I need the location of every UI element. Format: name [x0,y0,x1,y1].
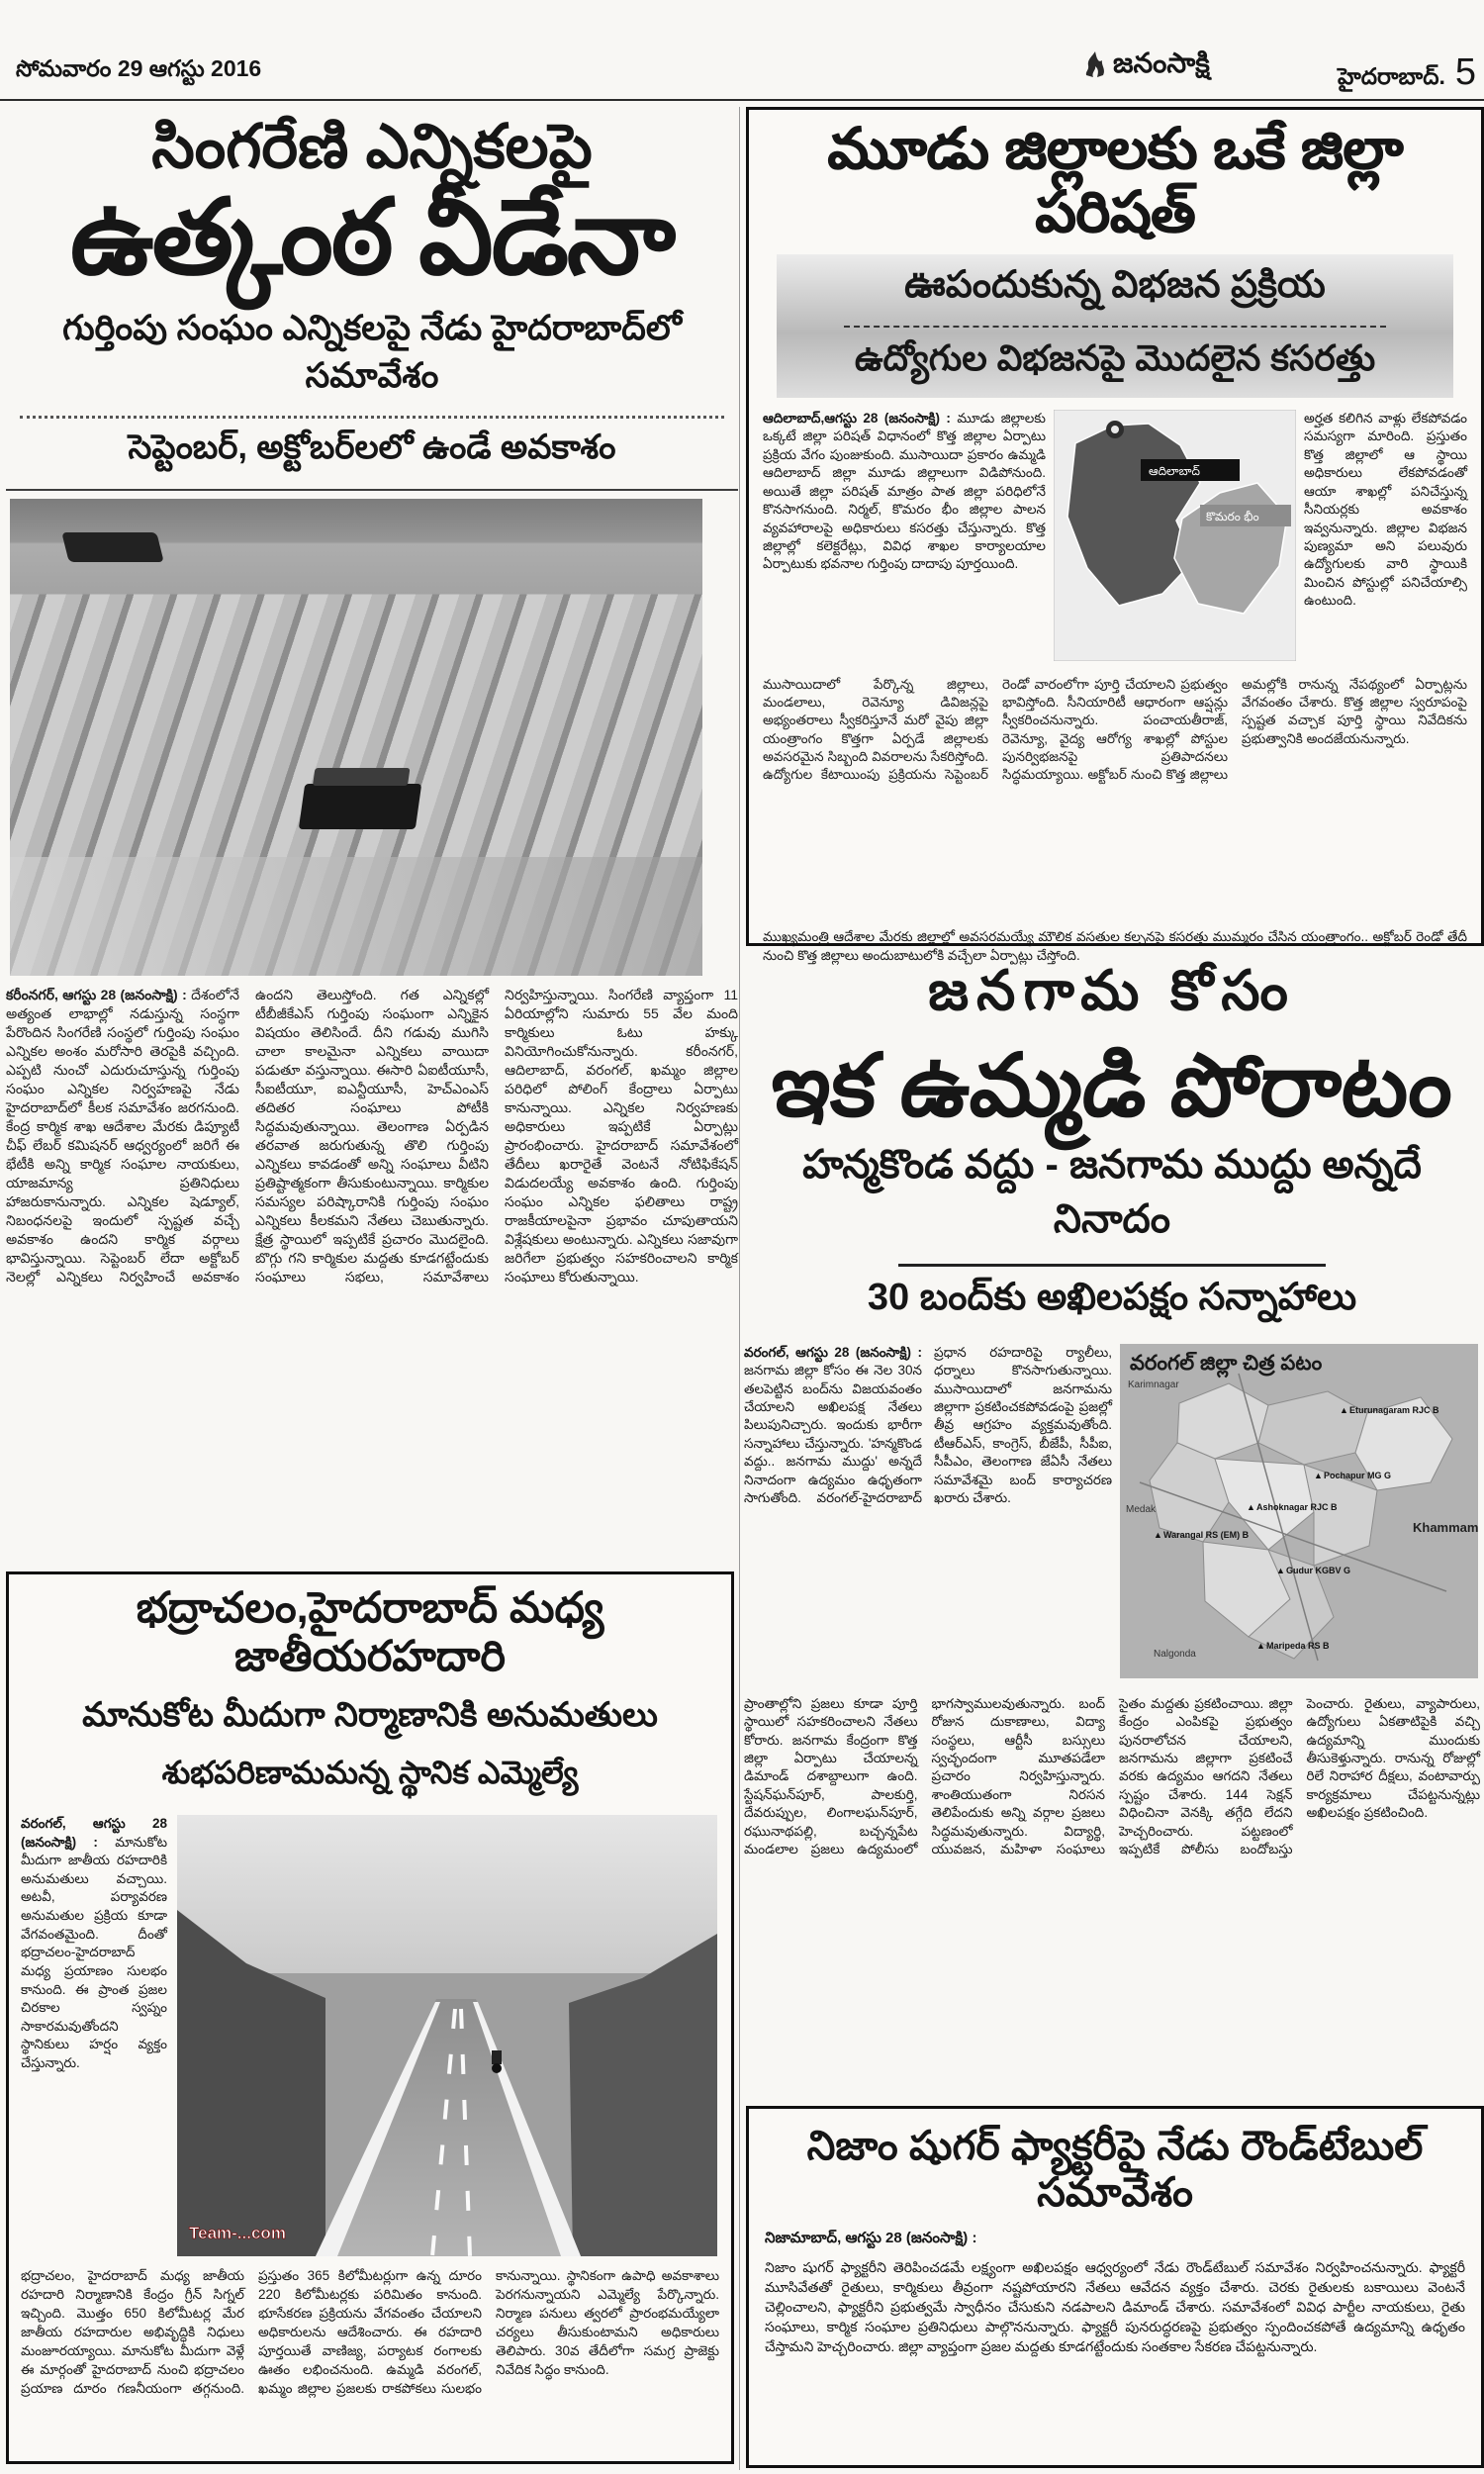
article-singareni [6,107,738,1579]
map-label-right: కొమరం భీం [1206,509,1259,523]
header-rule [0,99,1484,101]
highway-dateline: వరంగల్, ఆగస్టు 28 (జనంసాక్షి) : [21,1815,167,1850]
singareni-subhead-2: సెప్టెంబర్, అక్టోబర్‌లలో ఉండే అవకాశం [128,428,616,466]
highway-road-photo [177,1815,717,2256]
masthead [1083,48,1210,86]
edition-block [1338,51,1476,96]
map-marker-icon: ▲ [1247,1501,1255,1512]
map-marker-icon: ▲ [1340,1404,1348,1415]
singareni-body-col3: సింగరేణి వ్యాప్తంగా 11 ఏరియాల్లోని సుమారు 55 వేల మంది కార్మికులు ఓటు హక్కు వినియోగించుకోనున్నారు. కరీంనగర్, ఆదిలాబాద్, వరంగల్, ఖమ్మం జిల్లాల పరిధిలో పోలింగ్ కేంద్రాలు ఏర్పాటు కానున్నాయి. ఎన్నికల నిర్వహణకు అధికారులు ఇప్పటికే ఏర్పాట్లు ప్రారంభించారు. హైదరాబాద్ సమావేశంలో తేదీలు ఖరారైతే వెంటనే నోటిఫికేషన్ విడుదలయ్యే అవకాశం ఉంది. గుర్తింపు సంఘం ఎన్నికల ఫలితాలు రాష్ట్ర రాజకీయాలపైనా ప్రభావం చూపుతాయని విశ్లేషకులు అంటున్నారు. ఎన్నికలు సజావుగా జరిగేలా ప్రభుత్వం సహకరించాలని కార్మిక సంఘాలు కోరుతున్నాయి. [505,986,738,1285]
janagama-subhead-2: 30 బంద్‌కు అఖిలపక్షం సన్నాహాలు [867,1276,1357,1318]
article-nizam-box [746,2106,1484,2468]
page-date: సోమవారం 29 ఆగస్టు 2016 [16,55,262,81]
janagama-dateline: వరంగల్, ఆగస్టు 28 (జనంసాక్షి) : [744,1344,922,1360]
nizam-body [765,2258,1465,2356]
parishad-subhead-panel [777,254,1453,398]
map-marker-icon: ▲ [1154,1529,1162,1540]
singareni-body [6,986,738,1579]
parishad-body-columns [763,676,1467,921]
map-marker-icon: ▲ [1276,1565,1285,1575]
parishad-body-col1: మూడు జిల్లాలకు ఒక్కటే జిల్లా పరిషత్ విధానంలో కొత్త జిల్లాల ఏర్పాటు ప్రక్రియ వేగం పుంజుకుంది. ముసాయిదా ప్రకారం ఉమ్మడి ఆదిలాబాద్ జిల్లా మూడు జిల్లాలుగా విడిపోనుంది. అయితే జిల్లా పరిషత్ మాత్రం పాత జిల్లా పరిధిలోనే కొనసాగనుంది. నిర్మల్, కొమరం భీం జిల్లాల పాలన వ్యవహారాలపై అధికారులు కసరత్తు చేస్తున్నారు. కొత్త జిల్లాల్లో కలెక్టరేట్లు, వివిధ శాఖల కార్యాలయాల ఏర్పాటుకు భవనాల గుర్తింపు దాదాపు పూర్తయింది. [763,410,1046,572]
singareni-dateline: కరీంనగర్, ఆగస్టు 28 (జనంసాక్షి) : [6,986,192,1002]
motorcyclist [492,2050,502,2073]
singareni-headline: ఉత్కంఠ వీడేనా [69,179,675,297]
article-highway-box [6,1571,734,2464]
highway-side-column [21,1815,167,2256]
parishad-column-1 [763,410,1046,666]
map-label-chip-right [1200,505,1291,526]
nizam-body-text: నిజాం షుగర్ ఫ్యాక్టరీని తెరిపించడమే లక్ష్యంగా అఖిలపక్షం ఆధ్వర్యంలో నేడు రౌండ్‌టేబుల్ సమావేశం నిర్వహించనున్నారు. ఫ్యాక్టరీ మూసివేతతో రైతులు, కార్మికులు తీవ్రంగా నష్టపోయారని నేతలు ఆవేదన వ్యక్తం చేశారు. చెరకు రైతులకు బకాయిలు వెంటనే చెల్లించాలని, ఫ్యాక్టరీని ప్రభుత్వమే స్వాధీనం చేసుకుని నడపాలని డిమాండ్ చేశారు. సమావేశంలో వివిధ పార్టీల నాయకులు, రైతు సంఘాలు, కార్మిక సంఘాల ప్రతినిధులు పాల్గొననున్నారు. ఫ్యాక్టరీ పునరుద్ధరణపై ప్రభుత్వం స్పందించకపోతే ఉద్యమాన్ని ఉధృతం చేస్తామని హెచ్చరించారు. జిల్లా వ్యాప్తంగా ప్రజల మద్దతు కూడగట్టేందుకు సంతకాల సేకరణ చేపట్టనున్నారు. [765,2259,1465,2354]
map-station-label: Eturunagaram RJC B [1349,1404,1439,1415]
page-number: 5 [1454,51,1476,93]
center-column-divider [739,107,740,2470]
highway-body-col1: మానుకోట మీదుగా జాతీయ రహదారికి అనుమతులు వచ్చాయి. అటవీ, పర్యావరణ అనుమతుల ప్రక్రియ కూడా వేగవంతమైంది. దీంతో భద్రాచలం-హైదరాబాద్ మధ్య ప్రయాణం సులభం కానుంది. ఈ ప్రాంత ప్రజల చిరకాల స్వప్నం సాకారమవుతోందని స్థానికులు హర్షం వ్యక్తం చేస్తున్నారు. [21,1834,167,2070]
article-janagama [744,948,1480,2160]
thin-divider [6,489,738,491]
map-label-chip-left [1141,459,1240,481]
dashed-divider [844,326,1386,328]
nizam-headline: నిజాం షుగర్ ఫ్యాక్టరీపై నేడు రౌండ్‌టేబుల్ సమావేశం [806,2123,1424,2216]
highway-subhead-2: శుభపరిణామమన్న స్థానిక ఎమ్మెల్యే [161,1754,579,1790]
map-marker-icon: ▲ [1256,1640,1265,1651]
parishad-body-col3: అర్హత కలిగిన వాళ్లు లేకపోవడం సమస్యగా మారింది. ప్రస్తుతం కొత్త జిల్లాలో ఆ స్థాయి అధికారులు లేకపోవడంతో ఆయా శాఖల్లో పనిచేస్తున్న సీనియర్లకు అవకాశం ఇవ్వనున్నారు. జిల్లాల విభజన పుణ్యమా అని పలువురు ఉద్యోగులకు వారి స్థాయికి మించిన పోస్టుల్లో పనిచేయాల్సి ఉంటుంది. [1304,410,1467,609]
parishad-body-main: ముసాయిదాలో పేర్కొన్న జిల్లాలు, మండలాలు, రెవెన్యూ డివిజన్లపై అభ్యంతరాలు స్వీకరిస్తూనే మరో వైపు జిల్లా యంత్రాంగం కొత్తగా ఏర్పడే జిల్లాలకు అవసరమైన సిబ్బంది వివరాలను సేకరిస్తోంది. ఉద్యోగుల కేటాయింపు ప్రక్రియను సెప్టెంబర్ రెండో వారంలోగా పూర్తి చేయాలని ప్రభుత్వం భావిస్తోంది. సీనియారిటీ ఆధారంగా ఆప్షన్లు స్వీకరించనున్నారు. పంచాయతీరాజ్, రెవెన్యూ, వైద్య ఆరోగ్య శాఖల్లో పోస్టుల పునర్విభజనపై ప్రతిపాదనలు సిద్ధమయ్యాయి. అక్టోబర్ నుంచి కొత్త జిల్లాలు అమల్లోకి రానున్న నేపథ్యంలో ఏర్పాట్లను వేగవంతం చేశారు. కొత్త జిల్లాల స్వరూపంపై స్పష్టత వచ్చాక పూర్తి స్థాయి నివేదికను ప్రభుత్వానికి అందజేయనున్నారు. [763,676,1467,783]
parishad-dateline: ఆదిలాబాద్,ఆగస్టు 28 (జనంసాక్షి) : [763,410,958,426]
nizam-dateline-row [765,2230,1465,2250]
parishad-subhead-1: ఊపందుకున్న విభజన ప్రక్రియ [904,263,1326,306]
map-station-label: Pochapur MG G [1324,1470,1392,1480]
janagama-subhead-1: హన్మకొండ వద్దు - జనగామ ముద్దు అన్నదే నినాదం [802,1142,1422,1241]
parishad-subhead-2: ఉద్యోగుల విభజనపై మొదలైన కసరత్తు [854,336,1376,378]
map-station-label: Warangal RS (EM) B [1163,1529,1250,1540]
parishad-body-last: ముఖ్యమంత్రి ఆదేశాల మేరకు జిల్లాల్లో అవసరమయ్యే మౌలిక వసతుల కల్పనపై కసరత్తు ముమ్మరం చేసిన యంత్రాంగం.. అక్టోబర్ రెండో తేదీ నుంచి కొత్త జిల్లాలు అందుబాటులోకి వచ్చేలా ఏర్పాట్లు చేస్తోంది. [763,928,1467,963]
highway-body [21,2268,719,2474]
map-region-medak: Medak [1126,1503,1157,1515]
dump-truck-silhouette [299,784,421,829]
masthead-logo-icon [1083,50,1107,83]
map-station-label: Ashoknagar RJC B [1256,1501,1338,1512]
open-cast-mine-photo [10,499,702,976]
janagama-body-main: ప్రాంతాల్లోని ప్రజలు కూడా పూర్తి స్థాయిలో సహకరించాలని నేతలు కోరారు. జనగామ కేంద్రంగా కొత్త జిల్లా ఏర్పాటు చేయాలన్న డిమాండ్ దశాబ్దాలుగా ఉంది. స్టేషన్‌ఘన్‌పూర్, పాలకుర్తి, దేవరుప్పుల, లింగాలఘన్‌పూర్, రఘునాథపల్లి, బచ్చన్నపేట మండలాల ప్రజలు ఉద్యమంలో భాగస్వాములవుతున్నారు. బంద్ రోజున దుకాణాలు, విద్యా సంస్థలు, ఆర్టీసీ బస్సులు స్వచ్ఛందంగా మూతపడేలా ప్రచారం నిర్వహిస్తున్నారు. శాంతియుతంగా నిరసన తెలిపేందుకు అన్ని వర్గాల ప్రజలు సిద్ధమవుతున్నారు. విద్యార్థి, యువజన, మహిళా సంఘాలు సైతం మద్దతు ప్రకటించాయి. జిల్లా కేంద్రం ఎంపికపై ప్రభుత్వం పునరాలోచన చేయాలని, జనగామను జిల్లాగా ప్రకటించే వరకు ఉద్యమం ఆగదని నేతలు స్పష్టం చేశారు. 144 సెక్షన్ విధించినా వెనక్కి తగ్గేది లేదని హెచ్చరించారు. పట్టణంలో ఇప్పటికే పోలీసు బందోబస్తు పెంచారు. రైతులు, వ్యాపారులు, ఉద్యోగులు ఏకతాటిపైకి వచ్చి ఉద్యమాన్ని ముందుకు తీసుకెళ్తున్నారు. రానున్న రోజుల్లో రిలే నిరాహార దీక్షలు, వంటావార్పు కార్యక్రమాలు చేపట్టనున్నట్లు అఖిలపక్షం ప్రకటించింది. [744,1695,1480,1857]
janagama-left-columns [744,1344,1112,1678]
article-parishad-box [746,107,1484,963]
singareni-subhead-1: గుర్తింపు సంఘం ఎన్నికలపై నేడు హైదరాబాద్‌లో సమావేశం [62,308,682,395]
singareni-kicker: సింగరేణి ఎన్నికలపై [151,113,593,181]
map-station-label: Gudur KGBV G [1286,1565,1350,1575]
parishad-headline: మూడు జిల్లాలకు ఒకే జిల్లా పరిషత్ [827,117,1403,244]
highway-subhead-1: మానుకోట మీదుగా నిర్మాణానికి అనుమతులు [82,1695,658,1734]
warangal-district-map [1120,1344,1478,1683]
short-divider [898,1264,1326,1267]
highway-headline: భద్రాచలం,హైదరాబాద్ మధ్య జాతీయరహదారి [136,1584,604,1681]
janagama-body-col1: జనగామ జిల్లా కోసం ఈ నెల 30న తలపెట్టిన బంద్‌ను విజయవంతం చేయాలని అఖిలపక్ష నేతలు పిలుపునిచ్చారు. ఇందుకు భారీగా సన్నాహాలు చేస్తున్నారు. 'హన్మకొండ వద్దు.. జనగామ ముద్దు' అన్నదే నినాదంగా ఉద్యమం ఉధృతంగా సాగుతోంది. వరంగల్-హైదరాబాద్ ప్రధాన రహదారిపై ర్యాలీలు, ధర్నాలు కొనసాగుతున్నాయి. ముసాయిదాలో జనగామను జిల్లాగా ప్రకటించకపోవడంపై ప్రజల్లో తీవ్ర ఆగ్రహం వ్యక్తమవుతోంది. టీఆర్ఎస్, కాంగ్రెస్, బీజేపీ, సీపీఐ, సీపీఎం, తెలంగాణ జేఏసీ నేతలు సమావేశమై బంద్ కార్యాచరణ ఖరారు చేశారు. [744,1344,1112,1506]
dotted-divider [20,416,724,419]
janagama-headline: ఇక ఉమ్మడి పోరాటం [767,1036,1457,1134]
parishad-column-3 [1304,410,1467,666]
map-pin-center [1111,426,1119,433]
janagama-body-columns [744,1695,1480,2160]
map-region-karimnagar: Karimnagar [1128,1379,1179,1390]
janagama-kicker: జనగామ కోసం [928,959,1296,1021]
singareni-body-col1: దేశంలోనే అత్యంత లాభాల్లో నడుస్తున్న సంస్థగా పేరొందిన సింగరేణి సంస్థలో గుర్తింపు సంఘం ఎన్నికల అంశం మరోసారి తెరపైకి వచ్చింది. ఎప్పటి నుంచో ఎదురుచూస్తున్న గుర్తింపు సంఘం ఎన్నికల నిర్వహణపై నేడు హైదరాబాద్‌లో కీలక సమావేశం జరగనుంది. కేంద్ర కార్మిక శాఖ ఆదేశాల మేరకు డిప్యూటీ చీఫ్ లేబర్ కమిషనర్ ఆధ్వర్యంలో జరిగే ఈ భేటీకి అన్ని కార్మిక సంఘాల నాయకులు, యాజమాన్య ప్రతినిధులు హాజరుకానున్నారు. ఎన్నికల షెడ్యూల్, నిబంధనలపై ఇందులో స్పష్టత వచ్చే అవకాశం ఉందని కార్మిక వర్గాలు భావిస్తున్నాయి. సెప్టెంబర్ లేదా అక్టోబర్ నెలల్లో ఎన్నికలు నిర్వహించే అవకాశం ఉందని తెలుస్తోంది. [6,986,401,1285]
photo-watermark: Team-...com [189,2223,286,2242]
map-station-label: Maripeda RS B [1266,1640,1330,1651]
map-caption: వరంగల్ జిల్లా చిత్ర పటం [1130,1351,1323,1375]
singareni-body-col2: గత ఎన్నికల్లో టీబీజీకేఎస్ గుర్తింపు సంఘంగా ఎన్నికైన విషయం తెలిసిందే. దీని గడువు ముగిసి చాలా కాలమైనా ఎన్నికలు వాయిదా పడుతూ వస్తున్నాయి. ఈసారి ఏఐటీయూసీ, సీఐటీయూ, ఐఎన్టీయూసీ, హెచ్ఎంఎస్ తదితర సంఘాలు పోటీకి సిద్ధమవుతున్నాయి. తెలంగాణ ఏర్పడిన తరవాత జరుగుతున్న తొలి గుర్తింపు ఎన్నికలు కావడంతో అన్ని సంఘాలు వీటిని ప్రతిష్టాత్మకంగా తీసుకుంటున్నాయి. కార్మికుల సమస్యల పరిష్కారానికి గుర్తింపు సంఘం ఎన్నికలు కీలకమని నేతలు చెబుతున్నారు. క్షేత్ర స్థాయిలో ఇప్పటికే ప్రచారం మొదలైంది. బొగ్గు గని కార్మికుల మద్దతు కూడగట్టేందుకు సంఘాలు సభలు, సమావేశాలు నిర్వహిస్తున్నాయి. [255,986,609,1285]
adilabad-district-map [1054,410,1296,666]
excavator-silhouette [61,532,163,562]
map-region-khammam: Khammam [1413,1519,1478,1535]
map-label-left: ఆదిలాబాద్ [1149,463,1200,478]
nizam-dateline: నిజామాబాద్, ఆగస్టు 28 (జనంసాక్షి) : [765,2230,977,2247]
highway-body-col2: భద్రాచలం, హైదరాబాద్ మధ్య జాతీయ రహదారి నిర్మాణానికి కేంద్రం గ్రీన్ సిగ్నల్ ఇచ్చింది. మొత్తం 650 కిలోమీటర్ల మేర జాతీయ రహదారుల అభివృద్ధికి నిధులు మంజూరయ్యాయి. మానుకోట మీదుగా వెళ్లే ఈ మార్గంతో హైదరాబాద్ నుంచి భద్రాచలం ప్రయాణ దూరం గణనీయంగా తగ్గనుంది. ప్రస్తుతం 365 కిలోమీటర్లుగా ఉన్న దూరం 220 కిలోమీటర్లకు పరిమితం కానుంది. భూసేకరణ ప్రక్రియను వేగవంతం చేయాలని అధికారులను ఆదేశించారు. ఈ రహదారి పూర్తయితే వాణిజ్య, పర్యాటక రంగాలకు ఊతం లభించనుంది. ఉమ్మడి వరంగల్, ఖమ్మం జిల్లాల ప్రజలకు రాకపోకలు సులభం కానున్నాయి. స్థానికంగా ఉపాధి అవకాశాలు పెరగనున్నాయని ఎమ్మెల్యే పేర్కొన్నారు. నిర్మాణ పనులు త్వరలో ప్రారంభమయ్యేలా చర్యలు తీసుకుంటామని అధికారులు తెలిపారు. 30వ తేదీలోగా సమగ్ర ప్రాజెక్టు నివేదిక సిద్ధం కానుంది. [21,2267,719,2396]
map-region-nalgonda: Nalgonda [1154,1648,1196,1660]
edition-city: హైదరాబాద్. [1338,63,1445,89]
haul-road-area [10,857,702,976]
map-marker-icon: ▲ [1314,1470,1323,1480]
masthead-title: జనంసాక్షి [1113,48,1210,78]
